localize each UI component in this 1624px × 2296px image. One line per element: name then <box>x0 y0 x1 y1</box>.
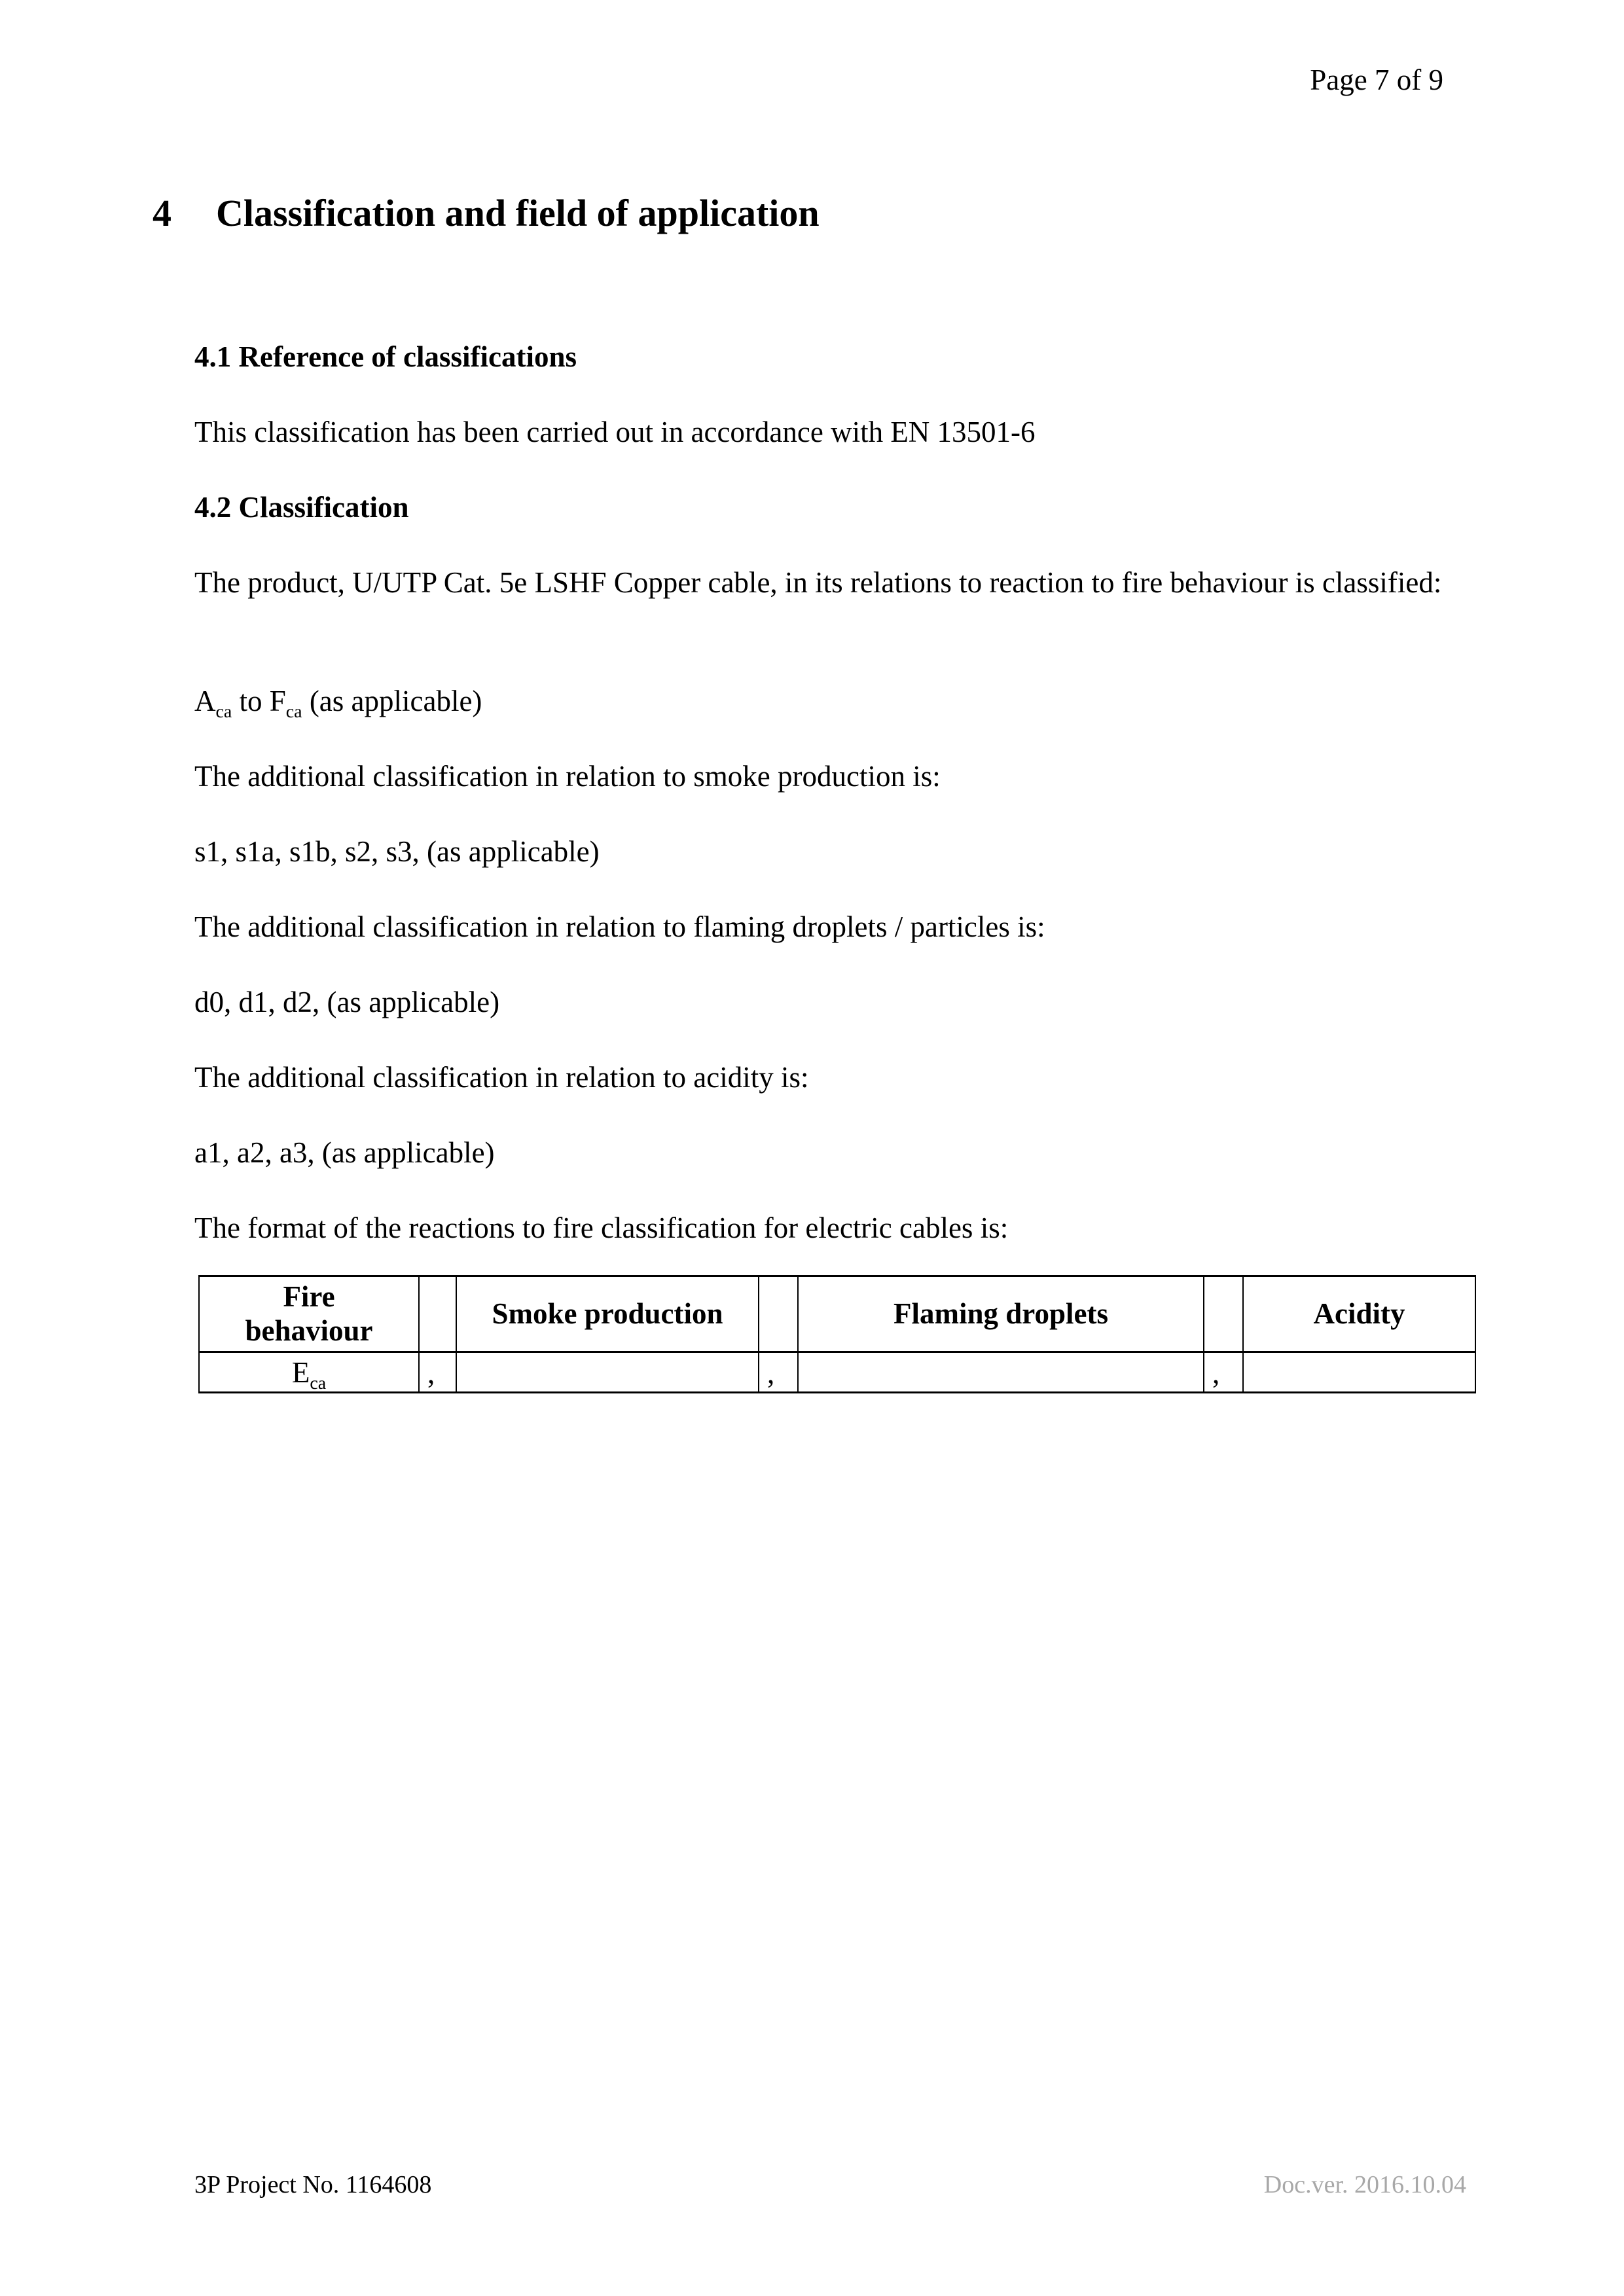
page-number: Page 7 of 9 <box>1310 63 1443 96</box>
footer-project-number: 3P Project No. 1164608 <box>194 2171 432 2198</box>
section-4-2-intro: The product, U/UTP Cat. 5e LSHF Copper cable, in its relations to reaction to fire behaviour is classified: <box>194 566 1442 599</box>
smoke-values-line: s1, s1a, s1b, s2, s3, (as applicable) <box>194 835 600 868</box>
fire-class-value-sub: ca <box>310 1372 327 1393</box>
table-header-acidity: Acidity <box>1243 1276 1475 1352</box>
table-header-smoke-production: Smoke production <box>456 1276 759 1352</box>
table-cell-acidity <box>1243 1352 1475 1393</box>
table-header-separator-3 <box>1204 1276 1243 1352</box>
section-4-2-title: 4.2 Classification <box>194 491 409 524</box>
smoke-classification-line: The additional classification in relation to smoke production is: <box>194 760 941 793</box>
table-cell-separator-1: , <box>419 1352 456 1393</box>
fire-class-rest: (as applicable) <box>302 685 482 717</box>
fire-class-f-sub: ca <box>285 702 302 722</box>
format-line: The format of the reactions to fire classification for electric cables is: <box>194 1211 1009 1244</box>
table-header-flaming-droplets: Flaming droplets <box>798 1276 1204 1352</box>
main-heading <box>153 191 820 235</box>
droplets-values-line: d0, d1, d2, (as applicable) <box>194 986 500 1018</box>
acidity-classification-line: The additional classification in relation to acidity is: <box>194 1061 809 1094</box>
section-4-1-title: 4.1 Reference of classifications <box>194 340 577 373</box>
classification-format-table <box>198 1275 1476 1393</box>
table-cell-separator-2: , <box>759 1352 798 1393</box>
fire-class-a-sub: ca <box>215 702 232 722</box>
heading-title: Classification and field of application <box>216 192 820 234</box>
table-header-row <box>199 1276 1475 1352</box>
table-cell-fire-behaviour <box>199 1352 419 1393</box>
table-header-separator-1 <box>419 1276 456 1352</box>
table-header-fire-behaviour <box>199 1276 419 1352</box>
droplets-classification-line: The additional classification in relation to flaming droplets / particles is: <box>194 910 1045 943</box>
table-cell-flaming-droplets <box>798 1352 1204 1393</box>
table-header-separator-2 <box>759 1276 798 1352</box>
fire-class-value: E <box>291 1355 310 1389</box>
section-4-1-body: This classification has been carried out in accordance with EN 13501-6 <box>194 416 1036 448</box>
fire-class-range-line <box>194 679 482 724</box>
table-cell-separator-3: , <box>1204 1352 1243 1393</box>
table-header-fire-behaviour-label: Fire behaviour <box>245 1280 373 1347</box>
fire-class-a: A <box>194 685 216 717</box>
acidity-values-line: a1, a2, a3, (as applicable) <box>194 1136 495 1169</box>
table-cell-smoke-production <box>456 1352 759 1393</box>
table-data-row <box>199 1352 1475 1393</box>
heading-number: 4 <box>153 192 171 234</box>
fire-class-mid: to F <box>232 685 286 717</box>
footer-doc-version: Doc.ver. 2016.10.04 <box>1263 2171 1466 2198</box>
